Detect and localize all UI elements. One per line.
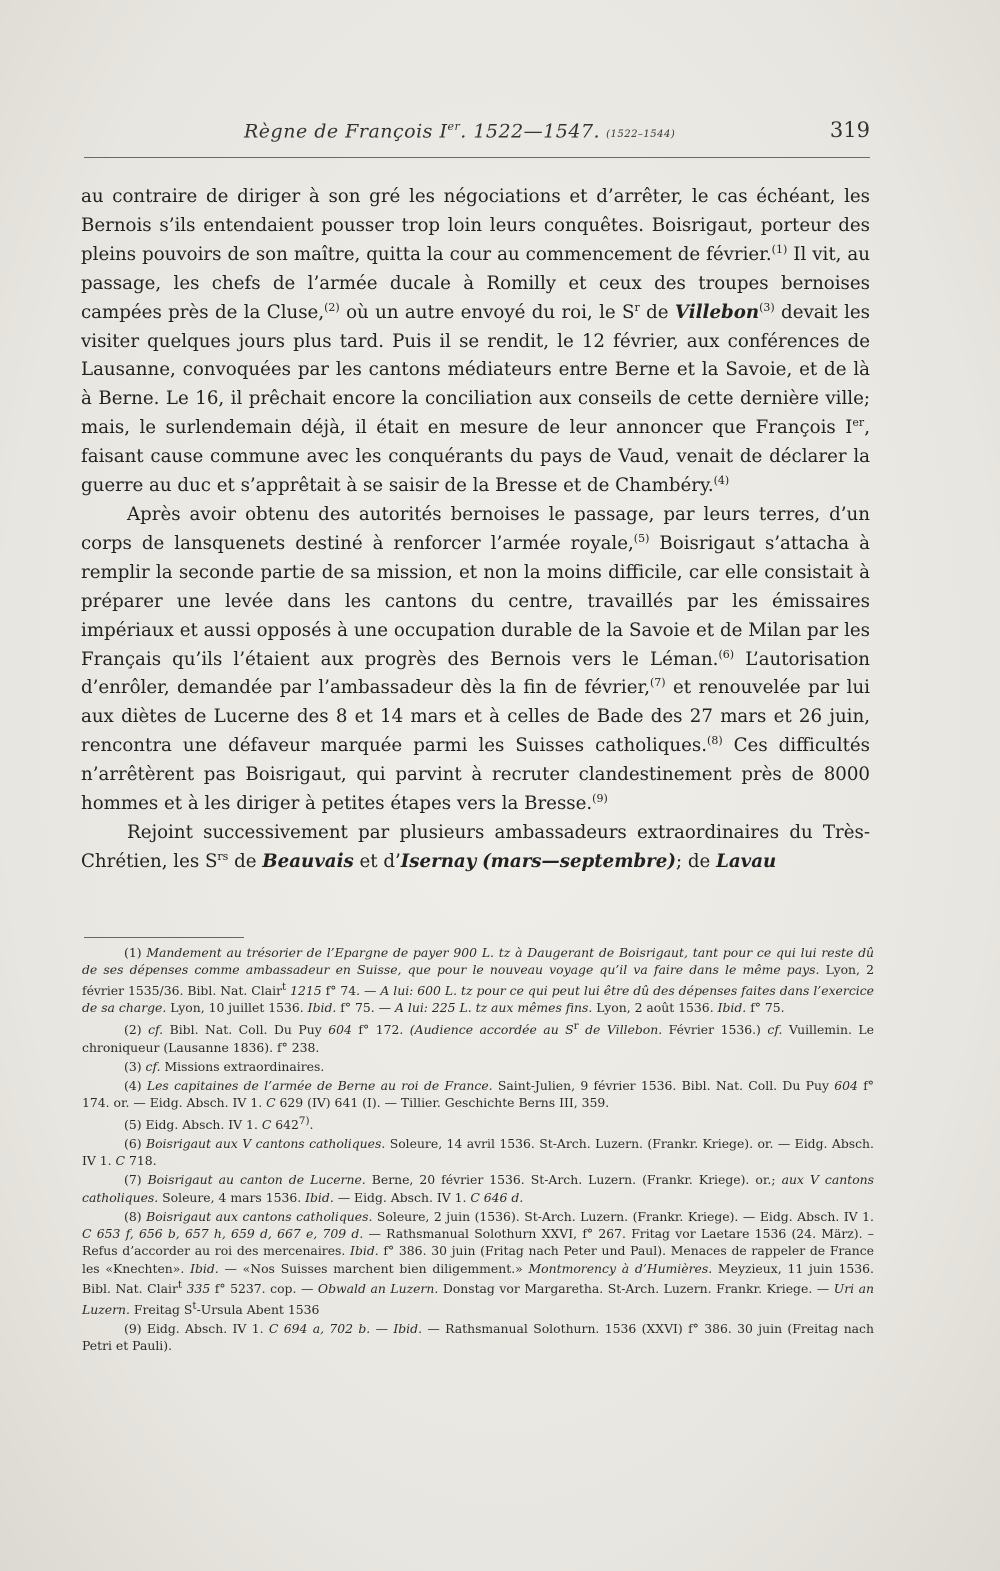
text-run: (6) xyxy=(124,1135,146,1151)
emphasized-name: Villebon xyxy=(674,301,760,323)
text-run: aux V cantons catholiques. xyxy=(82,1172,874,1205)
text-run: C xyxy=(115,1153,126,1169)
text-run: au contraire de diriger à son gré les négociations et d’arrêter, le cas échéant, les Bernois s’ils entendaient pousser trop loin leurs conquêtes. Boisrigaut, porteur des pleins pouvoirs de son maître, quitta la cour au commencement de février. xyxy=(81,186,870,265)
text-run: Ibid. xyxy=(305,1189,334,1205)
text-run: Ibid. xyxy=(350,1243,379,1259)
text-run: Saint-Julien, 9 février 1536. Bibl. Nat. Coll. Du Puy xyxy=(492,1077,835,1093)
superscript: rs xyxy=(217,849,229,863)
text-run: Meyzieux, 11 juin 1536. Bibl. Nat. Clair xyxy=(82,1260,874,1297)
text-run: Vuillemin. Le chroniqueur (Lausanne 1836). f° 238. xyxy=(82,1022,874,1055)
text-run: (1) xyxy=(124,945,147,960)
emphasized-name: Lavau xyxy=(716,850,777,872)
text-run: Lyon, 2 février 1535/36. Bibl. Nat. Clair xyxy=(82,962,874,998)
body-paragraph xyxy=(81,819,870,877)
text-run: Obwald an Luzern. xyxy=(317,1281,439,1297)
superscript: (1) xyxy=(771,242,788,256)
text-run: 629 (IV) 641 (I). — Tillier. Geschichte Berns III, 359. xyxy=(275,1095,610,1110)
text-run: (9) Eidg. Absch. IV 1. xyxy=(124,1320,269,1336)
text-run: Lyon, 10 juillet 1536. xyxy=(166,1000,308,1016)
text-run: A lui: 225 L. tz aux mêmes fins. xyxy=(394,1000,593,1016)
text-run: . xyxy=(309,1117,314,1133)
text-run: , faisant cause commune avec les conquérants du pays de Vaud, venait de déclarer la guerre au duc et s’apprêtait à se saisir de la Bresse et de Chambéry. xyxy=(81,417,870,497)
text-run: Lyon, 2 août 1536. xyxy=(592,1000,718,1016)
superscript: r xyxy=(573,1020,579,1033)
superscript: (9) xyxy=(592,791,608,805)
footnote xyxy=(82,944,874,1017)
text-run: Il vit, au passage, les chefs de l’armée ducale à Romilly et ceux des troupes bernoises campées près de la Cluse, xyxy=(81,243,870,323)
text-run: f° 172. xyxy=(351,1022,410,1038)
text-run: — Rathsmanual Solothurn. 1536 (XXVI) f° 386. 30 juin (Freitag nach Petri et Pauli). xyxy=(82,1320,874,1354)
footnotes xyxy=(82,944,874,1356)
text-run: (5) Eidg. Absch. IV 1. xyxy=(124,1117,262,1133)
superscript: (7) xyxy=(650,676,666,690)
text-run: C xyxy=(261,1117,272,1133)
body-paragraph xyxy=(81,183,870,501)
text-run: (8) xyxy=(124,1208,147,1224)
text-run: Rejoint successivement par plusieurs ambassadeurs extraordinaires du Très-Chrétien, les S xyxy=(81,821,870,872)
text-run: Soleure, 14 avril 1536. St-Arch. Luzern. (Frankr. Kriege). or. — Eidg. Absch. IV 1. xyxy=(82,1135,874,1169)
text-run: Ibid. xyxy=(190,1260,219,1276)
text-run: 1215 xyxy=(290,982,322,998)
running-subrange: (1522–1544) xyxy=(606,129,676,141)
footnote xyxy=(82,1113,874,1134)
text-run: C xyxy=(266,1095,276,1110)
text-run: et d’ xyxy=(353,850,401,872)
text-run: Uri an Luzern. xyxy=(82,1281,874,1317)
text-run: f° 74. — xyxy=(321,982,381,998)
text-run: C 646 d. xyxy=(470,1189,524,1205)
superscript: (5) xyxy=(633,531,650,545)
text-run: — xyxy=(370,1320,394,1336)
text-run: 604 xyxy=(834,1077,858,1093)
superscript: (3) xyxy=(759,300,775,314)
text-run: de Villebon. xyxy=(578,1022,663,1038)
text-run: f° 75. — xyxy=(336,1000,395,1016)
superscript: er xyxy=(852,416,865,430)
text-run: Après avoir obtenu des autorités bernoises le passage, par leurs terres, d’un corps de lansquenets destiné à renforcer l’armée royale, xyxy=(81,503,870,554)
text-run: où un autre envoyé du roi, le S xyxy=(339,301,635,323)
text-run: Montmorency à d’Humières. xyxy=(528,1260,713,1276)
footnote xyxy=(82,1208,874,1319)
text-run: (2) xyxy=(124,1022,149,1038)
running-header xyxy=(80,116,870,148)
footnote xyxy=(82,1018,874,1056)
footnote xyxy=(82,1171,874,1206)
text-run: -Ursula Abent 1536 xyxy=(196,1301,320,1317)
main-text xyxy=(81,183,870,877)
text-run: Bibl. Nat. Coll. Du Puy xyxy=(163,1022,329,1038)
text-run: Ibid. xyxy=(717,1000,747,1016)
emphasized-name: Isernay xyxy=(400,850,477,872)
text-run: Freitag S xyxy=(129,1301,193,1317)
superscript: (2) xyxy=(324,300,340,314)
text-run: C 653 f, 656 b, 657 h, 659 d, 667 e, 709 d. xyxy=(82,1225,364,1241)
text-run: Les capitaines de l’armée de Berne au roi de France. xyxy=(146,1077,493,1093)
footnote xyxy=(82,1058,874,1075)
superscript: t xyxy=(192,1299,197,1312)
text-run: de xyxy=(228,850,263,872)
text-run: f° 386. 30 juin (Fritag nach Peter und Paul). Menaces de rappeler de France les «Knechten». xyxy=(82,1243,874,1276)
footnote xyxy=(82,1077,874,1112)
footnote-rule xyxy=(84,937,244,938)
text-run: Ibid. xyxy=(307,1000,337,1016)
text-run: devait les visiter quelques jours plus tard. Puis il se rendit, le 12 février, aux conférences de Lausanne, convoquées par les cantons médiateurs entre Berne et la Savoie, et de là à Berne. Le 16, il prêchait encore la conciliation aux conseils de cette dernière ville; mais, le surlendemain déjà, il était en mesure de leur annoncer que François I xyxy=(81,301,870,439)
text-run: — «Nos Suisses marchent bien diligemment.» xyxy=(218,1260,529,1276)
text-run: cf. xyxy=(767,1022,783,1038)
text-run: f° 174. or. — Eidg. Absch. IV 1. xyxy=(82,1077,874,1110)
text-run: (3) xyxy=(124,1058,146,1074)
superscript: (6) xyxy=(718,647,735,661)
text-run: 718. xyxy=(125,1153,157,1169)
text-run: (4) xyxy=(124,1077,147,1093)
text-run: Ces difficultés n’arrêtèrent pas Boisrigaut, qui parvint à recruter clandestinement près de 8000 hommes et à les diriger à petites étapes vers la Bresse. xyxy=(81,735,870,815)
superscript: (4) xyxy=(713,474,730,487)
superscript: t xyxy=(177,1279,183,1292)
body-paragraph xyxy=(81,501,870,819)
superscript: t xyxy=(282,980,287,993)
text-run: — Rathsmanual Solothurn XXVI, f° 267. Fritag vor Laetare 1536 (24. März). – Refus d’accorder au roi des mercenaires. xyxy=(82,1225,875,1259)
superscript: r xyxy=(634,300,640,314)
superscript: (8) xyxy=(707,734,723,748)
text-run: Ibid. xyxy=(393,1320,423,1336)
text-run: Mandement au trésorier de l’Epargne de payer 900 L. tz à Daugerant de Boisrigaut, tant pour ce qui lui reste dû de ses dépenses comme ambassadeur en Suisse, que pour le nouveau voyage qu’il va faire dans le même pays. xyxy=(82,945,875,978)
text-run: 604 xyxy=(328,1022,352,1038)
text-run: Boisrigaut s’attacha à remplir la seconde partie de sa mission, et non la moins difficile, car elle consistait à préparer une levée dans les cantons du centre, travaillés par les émissaires impériaux et aussi opposés à une occupation durable de la Savoie et de Milan par les Français qu’ils l’étaient aux progrès des Bernois vers le Léman. xyxy=(81,532,870,670)
text-run: Soleure, 4 mars 1536. xyxy=(158,1189,306,1205)
footnote xyxy=(82,1320,874,1355)
text-run: Berne, 20 février 1536. St-Arch. Luzern. (Frankr. Kriege). or.; xyxy=(365,1172,782,1188)
text-run: (7) xyxy=(124,1172,148,1188)
text-run: f° 75. xyxy=(746,1000,785,1016)
emphasized-name: (mars—septembre) xyxy=(482,850,676,872)
text-run: Boisrigaut au canton de Lucerne. xyxy=(147,1172,366,1188)
running-title: Règne de François Ier. 1522—1547. (1522–1544) xyxy=(244,120,676,143)
text-run: Février 1536.) xyxy=(662,1022,768,1038)
text-run: L’autorisation d’enrôler, demandée par l’ambassadeur dès la fin de février, xyxy=(81,648,870,699)
text-run: Soleure, 2 juin (1536). St-Arch. Luzern. (Frankr. Kriege). — Eidg. Absch. IV 1. xyxy=(372,1208,874,1224)
superscript: 7) xyxy=(298,1114,310,1127)
text-run: C 694 a, 702 b. xyxy=(268,1320,371,1336)
text-run: cf. xyxy=(148,1022,164,1038)
page-number: 319 xyxy=(829,118,870,142)
text-run: A lui: 600 L. tz pour ce qui peut lui être dû des dépenses faites dans l’exercice de sa charge. xyxy=(82,982,874,1016)
text-run: et renouvelée par lui aux diètes de Lucerne des 8 et 14 mars et à celles de Bade des 27 mars et 26 juin, rencontra une défaveur marquée parmi les Suisses catholiques. xyxy=(81,677,870,757)
text-run: f° 5237. cop. — xyxy=(210,1281,318,1297)
text-run: Missions extraordinaires. xyxy=(160,1058,325,1074)
text-run: cf. xyxy=(145,1058,161,1074)
text-run: Donstag vor Margaretha. St-Arch. Luzern. Frankr. Kriege. — xyxy=(438,1281,834,1297)
text-run: Boisrigaut aux cantons catholiques. xyxy=(146,1208,373,1224)
emphasized-name: Beauvais xyxy=(262,850,354,872)
header-rule xyxy=(84,157,870,158)
text-run: 642 xyxy=(271,1117,299,1133)
text-run: 335 xyxy=(186,1281,211,1297)
text-run: (Audience accordée au S xyxy=(409,1022,574,1038)
text-run: de xyxy=(639,301,675,323)
text-run: — Eidg. Absch. IV 1. xyxy=(333,1189,471,1205)
footnote xyxy=(82,1135,874,1170)
text-run: ; de xyxy=(675,850,717,872)
text-run: Boisrigaut aux V cantons catholiques. xyxy=(145,1135,386,1151)
